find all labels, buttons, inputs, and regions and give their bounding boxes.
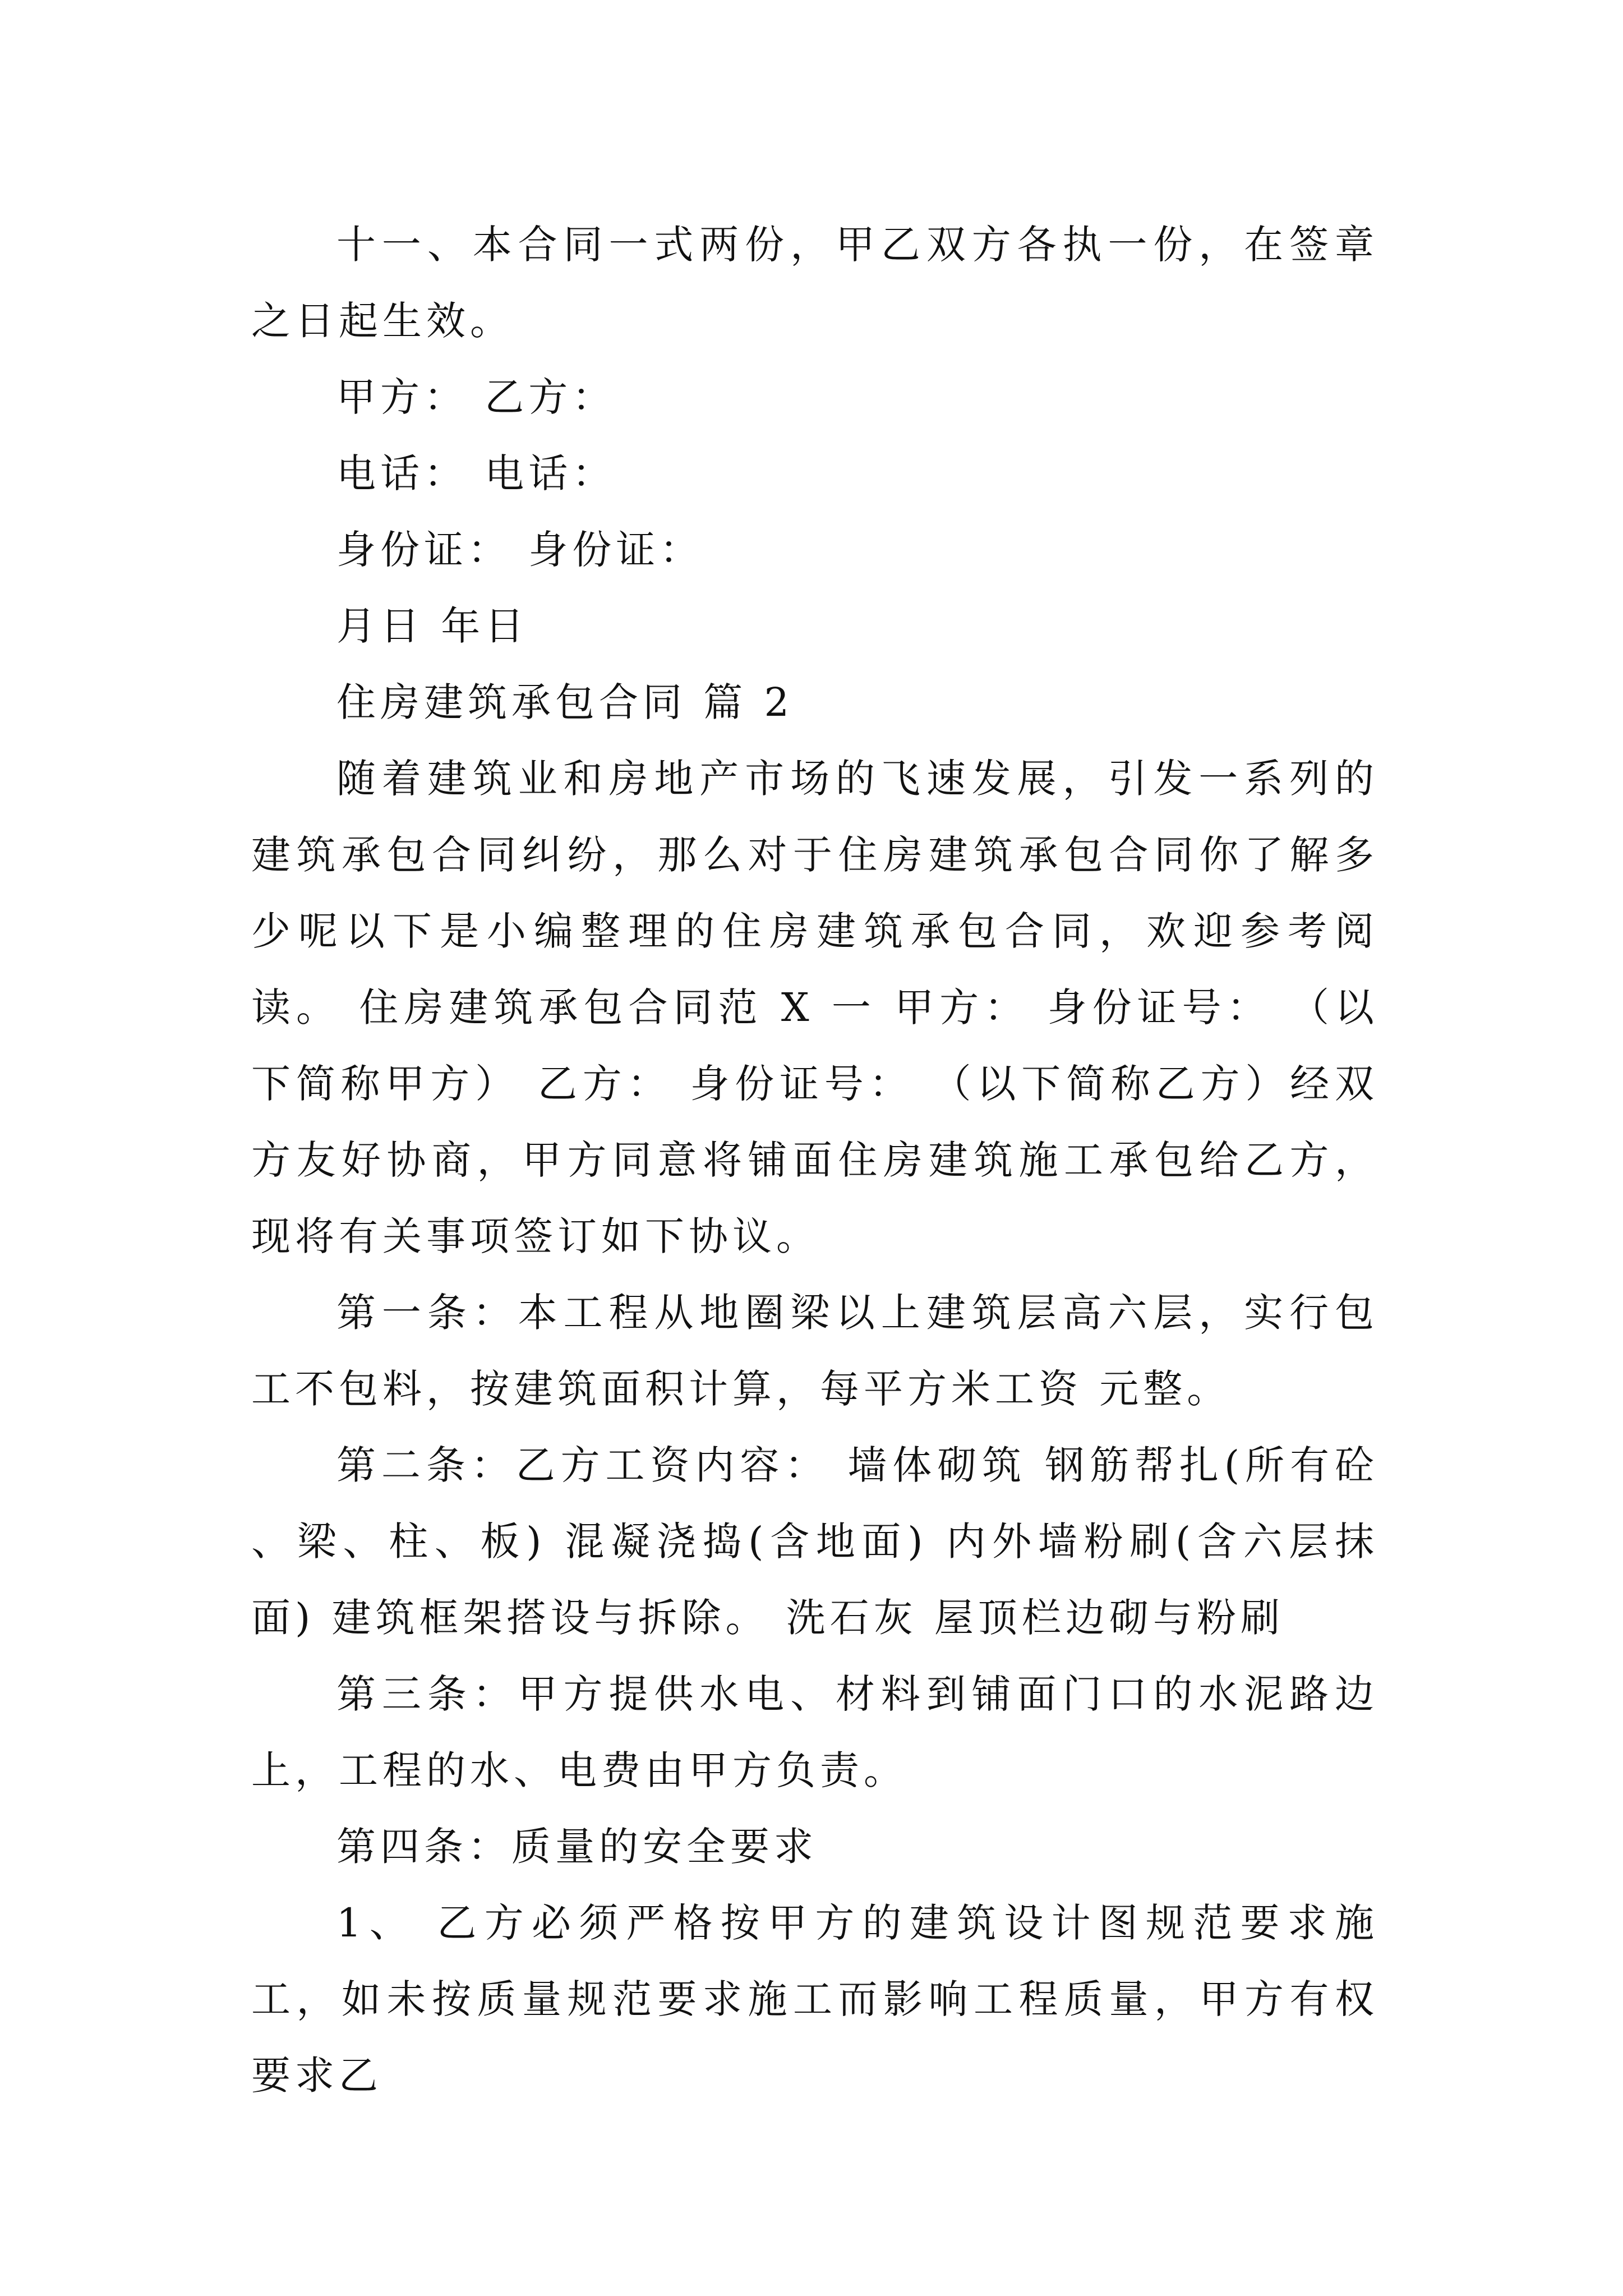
paragraph-introduction: 随着建筑业和房地产市场的飞速发展，引发一系列的建筑承包合同纠纷，那么对于住房建筑承包合同你了解多少呢以下是小编整理的住房建筑承包合同，欢迎参考阅读。 住房建筑承包合同范 X 一 甲方： 身份证号： （以下简称甲方） 乙方： 身份证号： （以下简称乙方）经双方友好协商，甲方同意将铺面住房建筑施工承包给乙方，现将有关事项签订如下协议。 — [251, 756, 1378, 1259]
paragraph-id-cards: 身份证： 身份证： — [336, 527, 704, 573]
paragraph-phones: 电话： 电话： — [336, 450, 616, 496]
paragraph-article-four: 第四条：质量的安全要求 — [336, 1824, 818, 1870]
document-body — [251, 206, 1378, 2114]
paragraph-article-one: 第一条：本工程从地圈梁以上建筑层高六层，实行包工不包料，按建筑面积计算，每平方米工资 元整。 — [251, 1290, 1378, 1412]
paragraph-article-two: 第二条：乙方工资内容： 墙体砌筑 钢筋帮扎(所有砼 、梁、柱、板) 混凝浇捣(含地面) 内外墙粉刷(含六层抹面) 建筑框架搭设与拆除。 洗石灰 屋顶栏边砌与粉刷 — [251, 1442, 1378, 1641]
section-heading: 住房建筑承包合同 篇 2 — [336, 679, 794, 725]
paragraph-dates: 月日 年日 — [336, 603, 529, 649]
paragraph-party-names: 甲方： 乙方： — [336, 374, 616, 420]
paragraph-item-one: 1、 乙方必须严格按甲方的建筑设计图规范要求施工，如未按质量规范要求施工而影响工程质量，甲方有权要求乙 — [251, 1900, 1378, 2099]
paragraph-clause-eleven: 十一、本合同一式两份，甲乙双方各执一份，在签章之日起生效。 — [251, 222, 1378, 344]
paragraph-article-three: 第三条：甲方提供水电、材料到铺面门口的水泥路边上，工程的水、电费由甲方负责。 — [251, 1671, 1378, 1793]
